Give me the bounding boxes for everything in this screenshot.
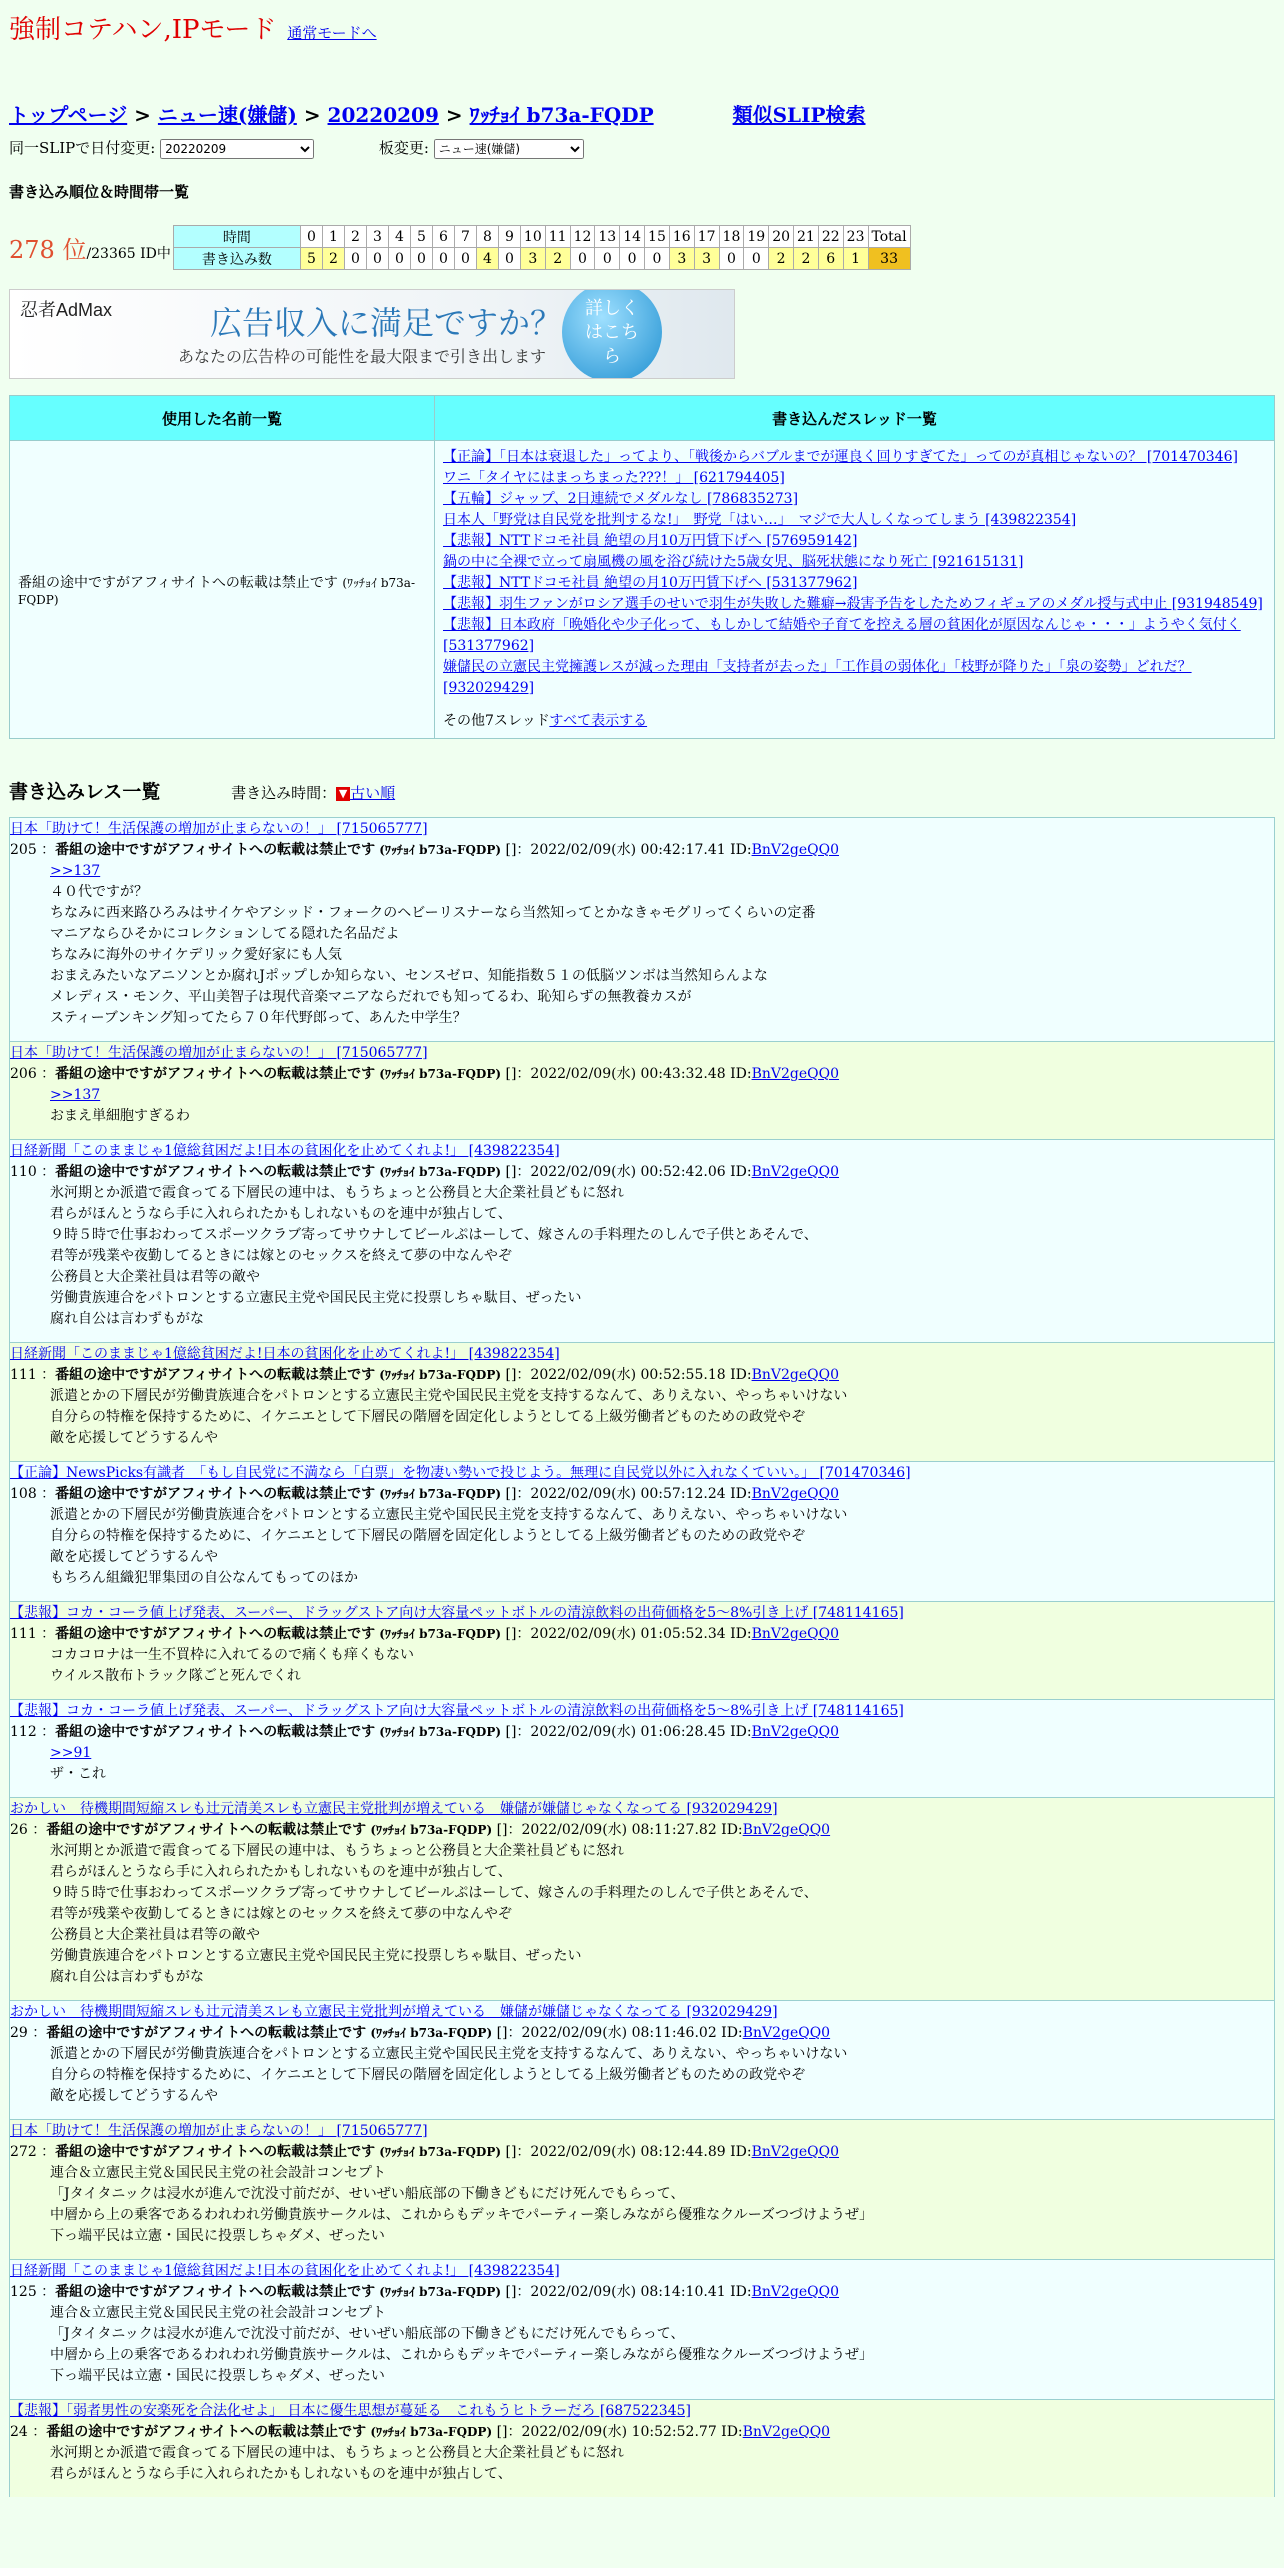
- more-threads: その他7スレッドすべて表示する: [443, 713, 648, 729]
- post-line: 「Jタイタニックは浸水が進んで沈没寸前だが、せいぜい船底部の下働きどもにだけ死んでもらって、: [50, 2186, 685, 2202]
- post-timestamp: []：2022/02/09(水) 00:42:17.41 ID:: [501, 842, 752, 858]
- post-timestamp: []：2022/02/09(水) 08:12:44.89 ID:: [501, 2144, 752, 2160]
- post-number: 112 ：: [10, 1724, 56, 1740]
- thread-link[interactable]: 【正論】「日本は衰退した」ってより、「戦後からバブルまでが運良く回りすぎてた」ってのが真相じゃないの？ [701470346]: [443, 449, 1238, 465]
- post-header: [10, 840, 1274, 861]
- post-line: 氷河期とか派遣で霞食ってる下層民の連中は、もうちょっと公務員と大企業社員どもに怒れ: [50, 1185, 624, 1201]
- count-cell: 0: [645, 248, 670, 270]
- thread-list: [435, 441, 1275, 739]
- post-tag: (ﾜｯﾁｮｲ b73a-FQDP): [366, 2425, 493, 2439]
- post: [9, 2259, 1275, 2399]
- hour-cell: 0: [300, 226, 322, 248]
- post-id-link[interactable]: BnV2geQQ0: [751, 1626, 839, 1642]
- count-total: 33: [868, 248, 910, 270]
- rank-row: [9, 225, 1275, 270]
- post-timestamp: []：2022/02/09(水) 00:52:42.06 ID:: [501, 1164, 752, 1180]
- post-line: 君等が残業や夜勤してるときには嫁とのセックスを終えて夢の中なんやぞ: [50, 1248, 512, 1264]
- count-cell: 0: [454, 248, 476, 270]
- post-body: [50, 1645, 1274, 1687]
- post-number: 108 ：: [10, 1486, 56, 1502]
- hour-cell: 1: [322, 226, 344, 248]
- post-thread-link[interactable]: 日本「助けて！生活保護の増加が止まらないの！」 [715065777]: [10, 1045, 428, 1061]
- post-number: 110 ：: [10, 1164, 56, 1180]
- hour-cell: 19: [744, 226, 769, 248]
- post-line: 敵を応援してどうするんや: [50, 1430, 218, 1446]
- show-all-link[interactable]: すべて表示する: [549, 713, 648, 729]
- post-line: 自分らの特権を保持するために、イケニエとして下層民の階層を固定化しようとしてる上級労働者どものための政党やぞ: [50, 1528, 806, 1544]
- post-line: 氷河期とか派遣で霞食ってる下層民の連中は、もうちょっと公務員と大企業社員どもに怒れ: [50, 1843, 624, 1859]
- ad-banner[interactable]: [9, 289, 735, 379]
- post-body: [50, 2303, 1274, 2387]
- used-name: 番組の途中ですがアフィサイトへの転載は禁止です (ﾜｯﾁｮｲ b73a-FQDP): [10, 441, 435, 739]
- post: [9, 1139, 1275, 1342]
- count-cell: 0: [366, 248, 388, 270]
- post-line: スティーブンキング知ってたら７０年代野郎って、あんた中学生？: [50, 1010, 467, 1026]
- post-header: [10, 1484, 1274, 1505]
- post-author: 番組の途中ですがアフィサイトへの転載は禁止です: [55, 1626, 376, 1642]
- hour-cell: 16: [669, 226, 694, 248]
- count-cell: 0: [595, 248, 620, 270]
- post-tag: (ﾜｯﾁｮｲ b73a-FQDP): [366, 1823, 493, 1837]
- post-id-link[interactable]: BnV2geQQ0: [742, 2424, 831, 2440]
- normal-mode-link[interactable]: 通常モードへ: [287, 24, 377, 42]
- hour-cell: 13: [595, 226, 620, 248]
- sort-old-link[interactable]: 古い順: [350, 784, 396, 802]
- post: [9, 2119, 1275, 2259]
- post-line: 労働貴族連合をパトロンとする立憲民主党や国民民主党に投票しちゃ駄目、ぜったい: [50, 1290, 582, 1306]
- post-body: [50, 2443, 1274, 2485]
- hour-cell: 14: [620, 226, 645, 248]
- hour-cell: 21: [794, 226, 819, 248]
- post-line: メレディス・モンク、平山美智子は現代音楽マニアならだれでも知ってるわ、恥知らずの無教養カスが: [50, 989, 692, 1005]
- count-cell: 2: [794, 248, 819, 270]
- breadcrumb: [9, 99, 1275, 129]
- post-tag: (ﾜｯﾁｮｲ b73a-FQDP): [375, 1487, 502, 1501]
- post: [9, 1699, 1275, 1797]
- post-tag: (ﾜｯﾁｮｲ b73a-FQDP): [375, 1165, 502, 1179]
- hour-cell: 9: [498, 226, 520, 248]
- post-number: 272 ：: [10, 2144, 56, 2160]
- hour-cell: 22: [818, 226, 843, 248]
- post-id-link[interactable]: BnV2geQQ0: [751, 1724, 839, 1740]
- post-line: 派遣とかの下層民が労働貴族連合をパトロンとする立憲民主党や国民民主党を支持するなんて、ありえない、やっちゃいけない: [50, 1388, 848, 1404]
- post-header: [10, 1365, 1274, 1386]
- post-body: [50, 1841, 1274, 1988]
- post-header: [10, 1820, 1274, 1841]
- post-body: [50, 2163, 1274, 2247]
- post-line: 君らがほんとうなら手に入れられたかもしれないものを連中が独占して、: [50, 1864, 512, 1880]
- ad-logo: 忍者AdMax: [20, 300, 113, 320]
- post-number: 111 ：: [10, 1626, 56, 1642]
- post-tag: (ﾜｯﾁｮｲ b73a-FQDP): [375, 1067, 502, 1081]
- post-line: ザ・これ: [50, 1766, 106, 1782]
- post-thread-link[interactable]: 日本「助けて！生活保護の増加が止まらないの！」 [715065777]: [10, 2123, 428, 2139]
- hour-cell: 18: [719, 226, 744, 248]
- count-cell: 0: [388, 248, 410, 270]
- post-line: ４０代ですが？: [50, 884, 148, 900]
- post-header: [10, 2282, 1274, 2303]
- post-body: [50, 1085, 1274, 1127]
- post-number: 205 ：: [10, 842, 56, 858]
- post-thread-link[interactable]: 【悲報】コカ・コーラ値上げ発表、スーパー、ドラッグストア向け大容量ペットボトルの清涼飲料の出荷価格を5～8%引き上げ [748114165]: [10, 1703, 904, 1719]
- post-number: 125 ：: [10, 2284, 56, 2300]
- count-cell: 6: [818, 248, 843, 270]
- post-body: [50, 1386, 1274, 1449]
- date-select[interactable]: [160, 139, 314, 159]
- post-line: ちなみに西来路ひろみはサイケやアシッド・フォークのヘビーリスナーなら当然知ってとかなきゃモグリってくらいの定番: [50, 905, 816, 921]
- similar-slip-search-link[interactable]: 類似SLIP検索: [732, 103, 866, 127]
- hour-cell: 12: [570, 226, 595, 248]
- posts-heading: 書き込みレス一覧: [9, 781, 161, 803]
- count-cell: 0: [410, 248, 432, 270]
- thread-link[interactable]: ワニ「タイヤにはまっちまった???！」 [621794405]: [443, 470, 785, 486]
- posts-heading-row: [9, 777, 1275, 817]
- post-tag: (ﾜｯﾁｮｲ b73a-FQDP): [375, 1368, 502, 1382]
- post-list: [9, 817, 1275, 2497]
- filter-controls: [9, 137, 1275, 163]
- post-timestamp: []：2022/02/09(水) 00:52:55.18 ID:: [501, 1367, 752, 1383]
- count-cell: 0: [344, 248, 366, 270]
- hour-cell: 17: [694, 226, 719, 248]
- thread-link[interactable]: 【五輪】ジャップ、2日連続でメダルなし [786835273]: [443, 491, 799, 507]
- post-line: おまえ単細胞すぎるわ: [50, 1108, 190, 1124]
- rank-value: 278 位/23365 ID中: [9, 236, 171, 264]
- post-line: 下っ端平民は立憲・国民に投票しちゃダメ、ぜったい: [50, 2228, 385, 2244]
- hour-cell: 8: [476, 226, 498, 248]
- post-timestamp: []：2022/02/09(水) 00:57:12.24 ID:: [501, 1486, 752, 1502]
- thread-link[interactable]: 【悲報】NTTドコモ社員 絶望の月10万円賃下げへ [531377962]: [443, 575, 858, 591]
- names-threads-table: [9, 395, 1275, 739]
- ad-details-button[interactable]: 詳しくはこちら: [562, 289, 662, 379]
- post: [9, 1601, 1275, 1699]
- post-id-link[interactable]: BnV2geQQ0: [751, 1164, 839, 1180]
- breadcrumb-separator: >: [134, 103, 151, 127]
- post-body: [50, 861, 1274, 1029]
- post-thread-link[interactable]: 【悲報】コカ・コーラ値上げ発表、スーパー、ドラッグストア向け大容量ペットボトルの清涼飲料の出荷価格を5～8%引き上げ [748114165]: [10, 1605, 904, 1621]
- post-line: もちろん組織犯罪集団の自公なんてもってのほか: [50, 1570, 358, 1586]
- post-thread-link[interactable]: 【正論】NewsPicks有識者 「もし自民党に不満なら「白票」を物凄い勢いで投じよう。無理に自民党以外に入れなくていい。」 [701470346]: [10, 1465, 911, 1481]
- post-author: 番組の途中ですがアフィサイトへの転載は禁止です: [46, 1822, 367, 1838]
- post-line: 君らがほんとうなら手に入れられたかもしれないものを連中が独占して、: [50, 1206, 512, 1222]
- breadcrumb-date[interactable]: 20220209: [327, 103, 439, 127]
- count-cell: 1: [843, 248, 868, 270]
- hour-cell: 3: [366, 226, 388, 248]
- post-timestamp: []：2022/02/09(水) 08:14:10.41 ID:: [501, 2284, 752, 2300]
- count-cell: 0: [570, 248, 595, 270]
- post-author: 番組の途中ですがアフィサイトへの転載は禁止です: [46, 2424, 367, 2440]
- count-cell: 0: [620, 248, 645, 270]
- reply-anchor-link[interactable]: >>91: [50, 1745, 92, 1761]
- count-cell: 3: [669, 248, 694, 270]
- post-header: [10, 2023, 1274, 2044]
- post-timestamp: []：2022/02/09(水) 08:11:27.82 ID:: [492, 1822, 743, 1838]
- hour-cell: 10: [520, 226, 545, 248]
- count-cell: 0: [719, 248, 744, 270]
- thread-link[interactable]: 【悲報】NTTドコモ社員 絶望の月10万円賃下げへ [576959142]: [443, 533, 858, 549]
- sort-control: 書き込み時間： ▼ 古い順: [231, 784, 396, 802]
- post-line: 「Jタイタニックは浸水が進んで沈没寸前だが、せいぜい船底部の下働きどもにだけ死んでもらって、: [50, 2326, 685, 2342]
- post-line: ９時５時で仕事おわってスポーツクラブ寄ってサウナしてビールぷはーして、嫁さんの手料理たのしんで子供とあそんで、: [50, 1227, 818, 1243]
- post: [9, 2000, 1275, 2119]
- count-cell: 3: [520, 248, 545, 270]
- hour-cell: 7: [454, 226, 476, 248]
- post-line: ちなみに海外のサイケデリック愛好家にも人気: [50, 947, 342, 963]
- hour-cell: 2: [344, 226, 366, 248]
- post-header: [10, 2422, 1274, 2443]
- post-timestamp: []：2022/02/09(水) 10:52:52.77 ID:: [492, 2424, 743, 2440]
- post-author: 番組の途中ですがアフィサイトへの転載は禁止です: [55, 1367, 376, 1383]
- post-line: 自分らの特権を保持するために、イケニエとして下層民の階層を固定化しようとしてる上級労働者どものための政党やぞ: [50, 2067, 806, 2083]
- count-cell: 2: [545, 248, 570, 270]
- post-body: [50, 1505, 1274, 1589]
- ad-subtext: あなたの広告枠の可能性を最大限まで引き出します: [178, 349, 547, 366]
- page-title: 強制コテハン,IPモード: [9, 15, 277, 45]
- post-number: 24 ：: [10, 2424, 47, 2440]
- post-author: 番組の途中ですがアフィサイトへの転載は禁止です: [55, 2284, 376, 2300]
- post-header: [10, 1722, 1274, 1743]
- post-line: 自分らの特権を保持するために、イケニエとして下層民の階層を固定化しようとしてる上級労働者どものための政党やぞ: [50, 1409, 806, 1425]
- breadcrumb-board[interactable]: ニュー速(嫌儲): [157, 103, 297, 127]
- post-tag: (ﾜｯﾁｮｲ b73a-FQDP): [375, 1627, 502, 1641]
- post-body: [50, 1183, 1274, 1330]
- post-body: [50, 1743, 1274, 1785]
- thread-link[interactable]: 【悲報】日本政府「晩婚化や少子化って、もしかして結婚や子育てを控える層の貧困化が原因なんじゃ・・・」ようやく気付く [531377962]: [443, 617, 1241, 654]
- post-number: 206 ：: [10, 1066, 56, 1082]
- post-header: [10, 1064, 1274, 1085]
- post-line: 君らがほんとうなら手に入れられたかもしれないものを連中が独占して、: [50, 2466, 512, 2482]
- breadcrumb-id[interactable]: ﾜｯﾁｮｲ b73a-FQDP: [469, 103, 654, 127]
- post-id-link[interactable]: BnV2geQQ0: [751, 2144, 839, 2160]
- post-line: 下っ端平民は立憲・国民に投票しちゃダメ、ぜったい: [50, 2368, 385, 2384]
- post-line: 氷河期とか派遣で霞食ってる下層民の連中は、もうちょっと公務員と大企業社員どもに怒れ: [50, 2445, 624, 2461]
- post-header: [10, 2142, 1274, 2163]
- post-author: 番組の途中ですがアフィサイトへの転載は禁止です: [55, 2144, 376, 2160]
- post-timestamp: []：2022/02/09(水) 08:11:46.02 ID:: [492, 2025, 743, 2041]
- count-cell: 0: [498, 248, 520, 270]
- post-id-link[interactable]: BnV2geQQ0: [751, 2284, 839, 2300]
- post: [9, 1342, 1275, 1461]
- hour-cell: 5: [410, 226, 432, 248]
- post: [9, 2399, 1275, 2497]
- page-header: [9, 0, 1275, 53]
- post-line: コカコロナは一生不買枠に入れてるので痛くも痒くもない: [50, 1647, 414, 1663]
- count-cell: 4: [476, 248, 498, 270]
- post-author: 番組の途中ですがアフィサイトへの転載は禁止です: [55, 1724, 376, 1740]
- post-thread-link[interactable]: おかしい 待機期間短縮スレも辻元清美スレも立憲民主党批判が増えている 嫌儲が嫌儲じゃなくなってる [932029429]: [10, 1801, 778, 1817]
- post-header: [10, 1162, 1274, 1183]
- post-line: 派遣とかの下層民が労働貴族連合をパトロンとする立憲民主党や国民民主党を支持するなんて、ありえない、やっちゃいけない: [50, 2046, 848, 2062]
- breadcrumb-separator: >: [303, 103, 321, 127]
- names-header: 使用した名前一覧: [10, 396, 435, 441]
- post-line: 君等が残業や夜勤してるときには嫁とのセックスを終えて夢の中なんやぞ: [50, 1906, 512, 1922]
- post-timestamp: []：2022/02/09(水) 01:05:52.34 ID:: [501, 1626, 752, 1642]
- post-line: 敵を応援してどうするんや: [50, 2088, 218, 2104]
- post-tag: (ﾜｯﾁｮｲ b73a-FQDP): [375, 2285, 502, 2299]
- threads-header: 書き込んだスレッド一覧: [435, 396, 1275, 441]
- post-number: 26 ：: [10, 1822, 47, 1838]
- post-number: 29 ：: [10, 2025, 47, 2041]
- post: [9, 1041, 1275, 1139]
- post-line: 中層から上の乗客であるわれわれ労働貴族サークルは、これからもデッキでパーティー楽しみながら優雅なクルーズつづけようぜ」: [50, 2207, 874, 2223]
- reply-anchor-link[interactable]: >>137: [50, 1087, 101, 1103]
- count-cell: 5: [300, 248, 322, 270]
- breadcrumb-top[interactable]: トップページ: [9, 103, 128, 127]
- post-id-link[interactable]: BnV2geQQ0: [742, 1822, 831, 1838]
- breadcrumb-separator: >: [445, 103, 463, 127]
- count-cell: 2: [769, 248, 794, 270]
- post-line: ウイルス散布トラック隊ごと死んでくれ: [50, 1668, 301, 1684]
- post: [9, 817, 1275, 1041]
- post-line: おまえみたいなアニソンとか腐れJポップしか知らない、センスゼロ、知能指数５１の低脳ツンボは当然知らんよな: [50, 968, 768, 984]
- post-id-link[interactable]: BnV2geQQ0: [751, 1486, 839, 1502]
- date-change-label: 同一SLIPで日付変更:: [9, 139, 156, 157]
- hour-cell: 20: [769, 226, 794, 248]
- board-change-label: 板変更:: [378, 139, 429, 157]
- count-label: 書き込み数: [173, 248, 300, 270]
- hour-total-header: Total: [868, 226, 910, 248]
- hour-cell: 4: [388, 226, 410, 248]
- post-line: 労働貴族連合をパトロンとする立憲民主党や国民民主党に投票しちゃ駄目、ぜったい: [50, 1948, 582, 1964]
- hour-cell: 11: [545, 226, 570, 248]
- post-line: 公務員と大企業社員は君等の敵や: [50, 1269, 260, 1285]
- post-line: 派遣とかの下層民が労働貴族連合をパトロンとする立憲民主党や国民民主党を支持するなんて、ありえない、やっちゃいけない: [50, 1507, 848, 1523]
- post-author: 番組の途中ですがアフィサイトへの転載は禁止です: [55, 1164, 376, 1180]
- hourly-table: [173, 225, 911, 270]
- post-line: 腐れ自公は言わずもがな: [50, 1969, 204, 1985]
- post-line: 連合＆立憲民主党＆国民民主党の社会設計コンセプト: [50, 2165, 386, 2181]
- post-tag: (ﾜｯﾁｮｲ b73a-FQDP): [375, 1725, 502, 1739]
- post-id-link[interactable]: BnV2geQQ0: [742, 2025, 831, 2041]
- count-cell: 3: [694, 248, 719, 270]
- post-line: ９時５時で仕事おわってスポーツクラブ寄ってサウナしてビールぷはーして、嫁さんの手料理たのしんで子供とあそんで、: [50, 1885, 818, 1901]
- post-author: 番組の途中ですがアフィサイトへの転載は禁止です: [46, 2025, 367, 2041]
- hour-cell: 23: [843, 226, 868, 248]
- post-thread-link[interactable]: 日本「助けて！生活保護の増加が止まらないの！」 [715065777]: [10, 821, 428, 837]
- post: [9, 1797, 1275, 2000]
- post-author: 番組の途中ですがアフィサイトへの転載は禁止です: [55, 842, 376, 858]
- rank-heading: 書き込み順位＆時間帯一覧: [9, 183, 190, 201]
- post-thread-link[interactable]: 日経新聞「このままじゃ1億総貧困だよ!日本の貧困化を止めてくれよ!」 [439822354]: [10, 2263, 560, 2279]
- count-cell: 0: [432, 248, 454, 270]
- post-author: 番組の途中ですがアフィサイトへの転載は禁止です: [55, 1486, 376, 1502]
- post-thread-link[interactable]: おかしい 待機期間短縮スレも辻元清美スレも立憲民主党批判が増えている 嫌儲が嫌儲じゃなくなってる [932029429]: [10, 2004, 778, 2020]
- post-line: 敵を応援してどうするんや: [50, 1549, 218, 1565]
- post-tag: (ﾜｯﾁｮｲ b73a-FQDP): [375, 2145, 502, 2159]
- hour-cell: 6: [432, 226, 454, 248]
- board-select[interactable]: [434, 139, 584, 159]
- time-label: 時間: [173, 226, 300, 248]
- post-id-link[interactable]: BnV2geQQ0: [751, 1367, 839, 1383]
- thread-link[interactable]: 【悲報】羽生ファンがロシア選手のせいで羽生が失敗した難癖→殺害予告をしたためフィギュアのメダル授与式中止 [931948549]: [443, 596, 1263, 612]
- post-line: 腐れ自公は言わずもがな: [50, 1311, 204, 1327]
- post-tag: (ﾜｯﾁｮｲ b73a-FQDP): [375, 843, 502, 857]
- sort-arrow-icon: ▼: [336, 787, 350, 801]
- post-line: 連合＆立憲民主党＆国民民主党の社会設計コンセプト: [50, 2305, 386, 2321]
- hour-cell: 15: [645, 226, 670, 248]
- rank-total: /23365 ID中: [86, 246, 171, 262]
- post-number: 111 ：: [10, 1367, 56, 1383]
- post: [9, 1461, 1275, 1601]
- thread-link[interactable]: 鍋の中に全裸で立って扇風機の風を浴び続けた5歳女児、脳死状態になり死亡 [921615131]: [443, 554, 1024, 570]
- thread-link[interactable]: 嫌儲民の立憲民主党擁護レスが減った理由「支持者が去った」「工作員の弱体化」「枝野が降りた」「泉の姿勢」どれだ？ [932029429]: [443, 659, 1192, 696]
- post-id-link[interactable]: BnV2geQQ0: [751, 842, 839, 858]
- post-tag: (ﾜｯﾁｮｲ b73a-FQDP): [366, 2026, 493, 2040]
- post-body: [50, 2044, 1274, 2107]
- post-thread-link[interactable]: 日経新聞「このままじゃ1億総貧困だよ!日本の貧困化を止めてくれよ!」 [439822354]: [10, 1143, 560, 1159]
- post-line: マニアならひそかにコレクションしてる隠れた名品だよ: [50, 926, 400, 942]
- ad-headline: 広告収入に満足ですか？: [210, 305, 563, 341]
- post-timestamp: []：2022/02/09(水) 01:06:28.45 ID:: [501, 1724, 752, 1740]
- post-line: 中層から上の乗客であるわれわれ労働貴族サークルは、これからもデッキでパーティー楽しみながら優雅なクルーズつづけようぜ」: [50, 2347, 874, 2363]
- post-line: 公務員と大企業社員は君等の敵や: [50, 1927, 260, 1943]
- count-cell: 0: [744, 248, 769, 270]
- post-thread-link[interactable]: 【悲報】「弱者男性の安楽死を合法化せよ」 日本に優生思想が蔓延る これもうヒトラーだろ [687522345]: [10, 2403, 691, 2419]
- reply-anchor-link[interactable]: >>137: [50, 863, 101, 879]
- thread-link[interactable]: 日本人「野党は自民党を批判するな!」 野党「はい…」 マジで大人しくなってしまう [439822354]: [443, 512, 1077, 528]
- post-timestamp: []：2022/02/09(水) 00:43:32.48 ID:: [501, 1066, 752, 1082]
- post-thread-link[interactable]: 日経新聞「このままじゃ1億総貧困だよ!日本の貧困化を止めてくれよ!」 [439822354]: [10, 1346, 560, 1362]
- post-header: [10, 1624, 1274, 1645]
- post-id-link[interactable]: BnV2geQQ0: [751, 1066, 839, 1082]
- count-cell: 2: [322, 248, 344, 270]
- post-author: 番組の途中ですがアフィサイトへの転載は禁止です: [55, 1066, 376, 1082]
